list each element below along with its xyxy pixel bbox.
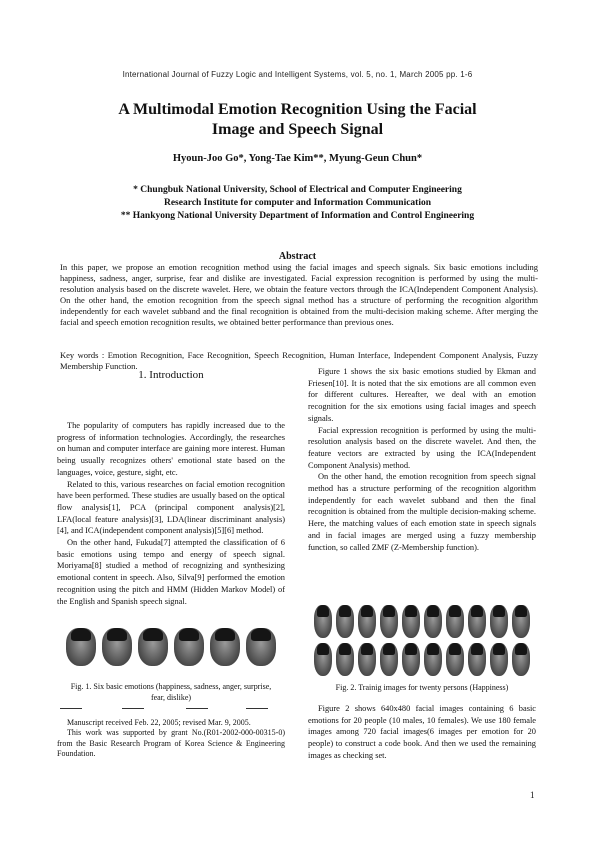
training-face-thumbnail (336, 643, 354, 676)
training-face-thumbnail (314, 643, 332, 676)
training-face-thumbnail (424, 605, 442, 638)
training-face-thumbnail (512, 643, 530, 676)
face-surprise (174, 628, 204, 666)
footnote-dash (60, 708, 82, 709)
title-line-1: A Multimodal Emotion Recognition Using the Facial (118, 101, 477, 118)
footnote-dash (122, 708, 144, 709)
right-paragraph-2: Facial expression recognition is performed by using the multi-resolution analysis based on the discrete wavelet. And then, the feature vectors are extracted by using the ICA(Independent Component Analysis) method. (308, 425, 536, 470)
training-face-thumbnail (380, 643, 398, 676)
training-face-thumbnail (424, 643, 442, 676)
face-anger (138, 628, 168, 666)
abstract-heading: Abstract (278, 251, 317, 262)
training-face-thumbnail (314, 605, 332, 638)
affiliation-2: Research Institute for computer and Information Communication (163, 198, 432, 208)
footnote-received: Manuscript received Feb. 22, 2005; revised Mar. 9, 2005. (67, 718, 251, 727)
training-face-thumbnail (402, 605, 420, 638)
training-face-thumbnail (358, 605, 376, 638)
intro-column (57, 420, 285, 607)
affiliation-3: ** Hankyong National University Department of Information and Control Engineering (120, 211, 475, 221)
training-face-thumbnail (446, 605, 464, 638)
right-column-text (308, 366, 536, 553)
figure-2-image (312, 603, 534, 679)
footnote-dash (246, 708, 268, 709)
training-face-thumbnail (358, 643, 376, 676)
footnote (57, 718, 285, 759)
abstract-text: In this paper, we propose an emotion recognition method using the facial images and speech signals. Six basic emotions including happiness, sadness, anger, surprise, fear and dislike are investigated. Facial expression recognition is performed by using the multi-resolution analysis based on the discrete wavelet. Here, we obtain the feature vectors through the ICA(Independent Component Analysis). On the other hand, the emotion recognition from the speech signal method has a structure of performing the recognition algorithm independently for each wavelet subband and the final recognition is obtained from the multi-decision making scheme. After merging the facial and speech emotion recognition results, we obtained better performance than previous ones. (60, 262, 538, 328)
training-face-thumbnail (336, 605, 354, 638)
training-face-thumbnail (446, 643, 464, 676)
intro-paragraph-2: Related to this, various researches on facial emotion recognition have been performed. These studies are usually based on the optical flow analysis[1], PCA (principal component analysis)[2], LFA(local feature analysis)[3], LDA(linear discriminant analysis)[4], and ICA(independent component analysis)[5][6] method. (57, 479, 285, 536)
figure-1-caption-line-1: Fig. 1. Six basic emotions (happiness, sadness, anger, surprise, (70, 682, 272, 691)
face-fear (210, 628, 240, 666)
right-paragraph-4: Figure 2 shows 640x480 facial images containing 6 basic emotions for 20 people (10 males, 10 females). We use 180 female images among 720 facial images(6 images per emotion for 20 people) to construct a code book. And then we used the remaining images as checking set. (308, 704, 536, 760)
training-face-thumbnail (468, 643, 486, 676)
affiliations (0, 184, 595, 223)
footnote-grant: This work was supported by grant No.(R01-2002-000-00315-0) from the Basic Research Program of Korea Science & Engineering Foundation. (57, 728, 285, 758)
figure-1-caption (57, 682, 285, 703)
right-paragraph-3: On the other hand, the emotion recognition from speech signal method has a structure performing of the recognition algorithm independently for each wavelet subband and then the final recognition is obtained from the multiple decision-making scheme. Here, the matching values of each emotion state in speech signals and in facial images are merged using a fuzzy membership function, so called ZMF (Z-Membership function). (308, 472, 536, 552)
face-happiness (66, 628, 96, 666)
figure-1-caption-line-2: fear, dislike) (150, 692, 192, 702)
training-face-thumbnail (402, 643, 420, 676)
intro-paragraph-1: The popularity of computers has rapidly increased due to the progress of information technologies. Accordingly, the researches on human and computer interface are gaining more interest. Human being usually recognizes others' emotional state based on the languages, voice, gesture, sight, etc. (57, 421, 285, 477)
affiliation-1: * Chungbuk National University, School of Electrical and Computer Engineering (133, 185, 462, 195)
right-column-bottom (308, 703, 536, 762)
page-number: 1 (530, 790, 535, 800)
training-face-thumbnail (512, 605, 530, 638)
section-heading-introduction: 1. Introduction (138, 369, 204, 381)
training-face-thumbnail (380, 605, 398, 638)
title-line-2: Image and Speech Signal (211, 121, 384, 138)
paper-title (0, 100, 595, 140)
keywords: Key words : Emotion Recognition, Face Recognition, Speech Recognition, Human Interface, Independent Component Analysis, Fuzzy Membership Function. (60, 350, 538, 372)
intro-paragraph-3: On the other hand, Fukuda[7] attempted the classification of 6 basic emotions using tempo and energy of speech signal. Moriyama[8] studied a method of recognizing and synthesizing emotional content in speech. Also, Silva[9] performed the emotion recognition using the pitch and HMM (Hidden Markov Model) of the English and Spanish speech signal. (57, 538, 285, 606)
journal-header: International Journal of Fuzzy Logic and Intelligent Systems, vol. 5, no. 1, March 2005 pp. 1-6 (122, 70, 473, 79)
right-paragraph-1: Figure 1 shows the six basic emotions studied by Ekman and Friesen[10]. It is noted that the six emotions are all common even for different cultures. Hereafter, we deal with an emotion recognition for the six emotions using facial images and speech signals. (308, 367, 536, 423)
figure-2-caption: Fig. 2. Trainig images for twenty persons (Happiness) (335, 683, 509, 692)
figure-1-image (64, 624, 278, 670)
face-dislike (246, 628, 276, 666)
author-list: Hyoun-Joo Go*, Yong-Tae Kim**, Myung-Geun Chun* (172, 153, 423, 164)
face-sadness (102, 628, 132, 666)
training-face-thumbnail (490, 605, 508, 638)
footnote-dash (186, 708, 208, 709)
training-face-thumbnail (490, 643, 508, 676)
training-face-thumbnail (468, 605, 486, 638)
